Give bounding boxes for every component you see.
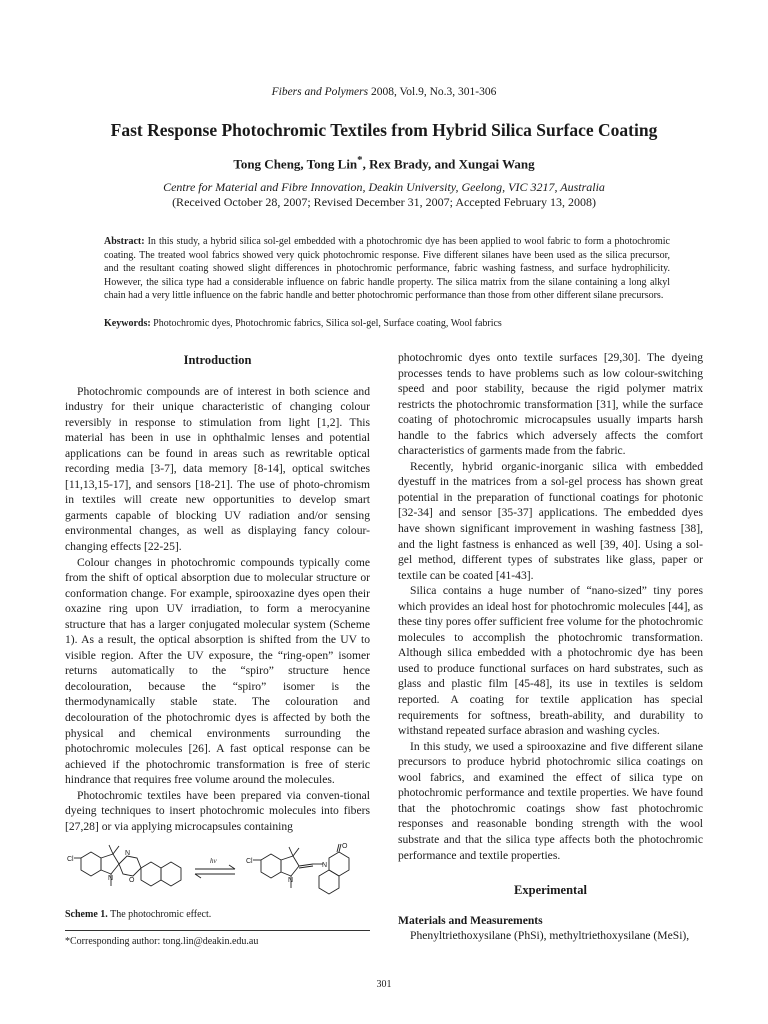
footnote-divider bbox=[65, 930, 370, 931]
page-number: 301 bbox=[376, 979, 392, 990]
journal-citation bbox=[0, 86, 768, 98]
intro-paragraph-4: Recently, hybrid organic-inorganic silica with embedded dyestuff in the matrices from a sol-gel process has shown great potential in the preparation of functional coatings for photonic [32-34] and sensor [35-37] applications. The embedded dyes have shown significant improvement in washing fastness [38], and the light fastness is enhanced as well [39, 40]. Using a sol-gel method, different types of substrates like glass, paper or textile can be coated [41-43]. bbox=[398, 459, 703, 582]
scheme-hv-label: hν bbox=[210, 857, 217, 865]
experimental-heading: Experimental bbox=[514, 883, 587, 898]
oxazine-ring bbox=[119, 856, 141, 876]
intro-paragraph-5: Silica contains a huge number of “nano-sized” tiny pores which provides an ideal host for photochromic molecules [44], as these tiny pores offer sufficient free volume for the photochromic molecules to accomplish the photochromic transformation. Although silica embedded with a photochromic dye has been used to produce functional surfaces on hard substrates, such as glass and plastic film [45-48], its use in textiles is seldom reported. A coating for textile application has special requirements for softness, breath-ability, and durability to withstand repeated surface abrasion and washing cycles. bbox=[398, 584, 703, 738]
paper-title: Fast Response Photochromic Textiles from Hybrid Silica Surface Coating bbox=[110, 120, 658, 140]
scheme-caption-text: The photochromic effect. bbox=[107, 909, 212, 920]
introduction-heading: Introduction bbox=[183, 353, 252, 367]
author-list bbox=[0, 154, 768, 172]
scheme-n-imine: N bbox=[322, 862, 328, 869]
benzene-ring-left bbox=[81, 852, 101, 876]
intro-paragraph-1: Photochromic compounds are of interest in both science and industry for their unique characteristic of changing colour reversibly in response to stimulation from light [1,2]. This material has been in use in ophthalmic lenses and potential applications can be found in areas such as rewritable optical recording media [3-7], data memory [8-14], optical switches [11,13,15-17], and sensors [18-21]. The use of photo-chromism in textiles will create new opportunities to develop smart garments capable of blocking UV radiation and/or sensing environmental changes, as well as displaying fancy colour-changing effects [22-25]. bbox=[65, 384, 370, 554]
intro-paragraph-6: In this study, we used a spirooxazine and five different silane precursors to produce hybrid photochromic silica coatings on wool fabrics, and examined the effect of silica type on photochromic performance and textile properties. We have found that the photochromic coatings show fast photochromic responses and reasonable bonding strength with the wool substrate and that the silica type affects both the photochromic performance and textile properties. bbox=[398, 739, 703, 862]
indoline-ring bbox=[101, 854, 119, 874]
keywords-text: Photochromic dyes, Photochromic fabrics, Silica sol-gel, Surface coating, Wool fabrics bbox=[150, 318, 502, 329]
scheme-cl-right: Cl bbox=[246, 858, 253, 865]
scheme-n-atom: N bbox=[125, 850, 131, 857]
intro-paragraph-3: Photochromic textiles have been prepared via conven-tional dyeing techniques to insert photochromic molecules into fibers [27,28] or via applying microcapsules containing bbox=[65, 788, 370, 833]
right-column bbox=[398, 350, 703, 944]
materials-subheading: Materials and Measurements bbox=[398, 913, 543, 927]
journal-volume: 2008, Vol.9, No.3, 301-306 bbox=[368, 86, 497, 98]
scheme-caption bbox=[65, 909, 211, 920]
scheme-o-carbonyl: O bbox=[342, 843, 348, 850]
scheme-1-diagram bbox=[65, 842, 370, 910]
affiliation: Centre for Material and Fibre Innovation, Deakin University, Geelong, VIC 3217, Australia bbox=[163, 180, 605, 194]
scheme-o-atom: O bbox=[129, 877, 135, 884]
benzene-ring-right bbox=[261, 854, 281, 878]
keywords-label: Keywords: bbox=[104, 318, 151, 329]
authors-rest: , Rex Brady, and Xungai Wang bbox=[362, 156, 535, 172]
authors-first: Tong Cheng, Tong Lin bbox=[233, 156, 358, 172]
scheme-cl-left: Cl bbox=[67, 856, 74, 863]
abstract-label: Abstract: bbox=[104, 236, 145, 247]
intro-paragraph-2: Colour changes in photochromic compounds typically come from the shift of optical absorption due to molecular structure or conformation change. For example, spirooxazine dyes open their oxazine ring upon UV irradiation, to form a merocyanine structure that has a larger conjugated molecular system (Scheme 1). As a result, the optical absorption is shifted from the UV to visible region. After the UV exposure, the “ring-open” isomer returns automatically to the “spiro” structure hence decolouration, because the “spiro” isomer is the thermodynamically stable state. The colouration and decolouration of the photochromic dyes is affected by both the physical and chemical environments surrounding the photochromic molecules [26]. A fast optical response can be achieved if the photochromic transformation is free of steric hindrance that requires free volume around the molecules. bbox=[65, 555, 370, 787]
materials-paragraph: Phenyltriethoxysilane (PhSi), methyltriethoxysilane (MeSi), bbox=[410, 929, 690, 943]
keywords bbox=[104, 318, 670, 329]
corresponding-mark: * bbox=[357, 154, 363, 166]
scheme-n-open: N bbox=[288, 877, 294, 884]
scheme-n-indoline: N bbox=[108, 875, 114, 882]
intro-continued-paragraph: photochromic dyes onto textile surfaces [29,30]. The dyeing processes tends to have problems such as low colour-switching speed and poor stability, because the rigid polymer matrix restricts the photochromic transformation [31], while the surface coating of photochromic microcapsules usually imparts harsh handle to the fabrics which adversely affects the comfort characteristics of garments made from the fabric. bbox=[398, 351, 703, 458]
corresponding-author-footnote: *Corresponding author: tong.lin@deakin.edu.au bbox=[65, 936, 259, 947]
left-column bbox=[65, 353, 370, 834]
scheme-caption-label: Scheme 1. bbox=[65, 909, 108, 920]
abstract bbox=[104, 235, 670, 303]
received-dates: (Received October 28, 2007; Revised December 31, 2007; Accepted February 13, 2008) bbox=[172, 195, 596, 209]
journal-name: Fibers and Polymers bbox=[271, 86, 369, 98]
abstract-text: In this study, a hybrid silica sol-gel embedded with a photochromic dye has been applied to wool fabric to form a photochromic coating. The treated wool fabrics showed very quick photochromic response. Five different silanes have been used as the silica precursor, and the resultant coating showed slight differences in photochromic performance, fabric washing fastness, and surface hydrophilicity. However, the silica type had a considerable influence on fabric handle property. The silica matrix from the silane containing a long alkyl chain had a very little influence on the fabric handle and better photochromic performance than those from other different silane precursors. bbox=[104, 236, 670, 302]
